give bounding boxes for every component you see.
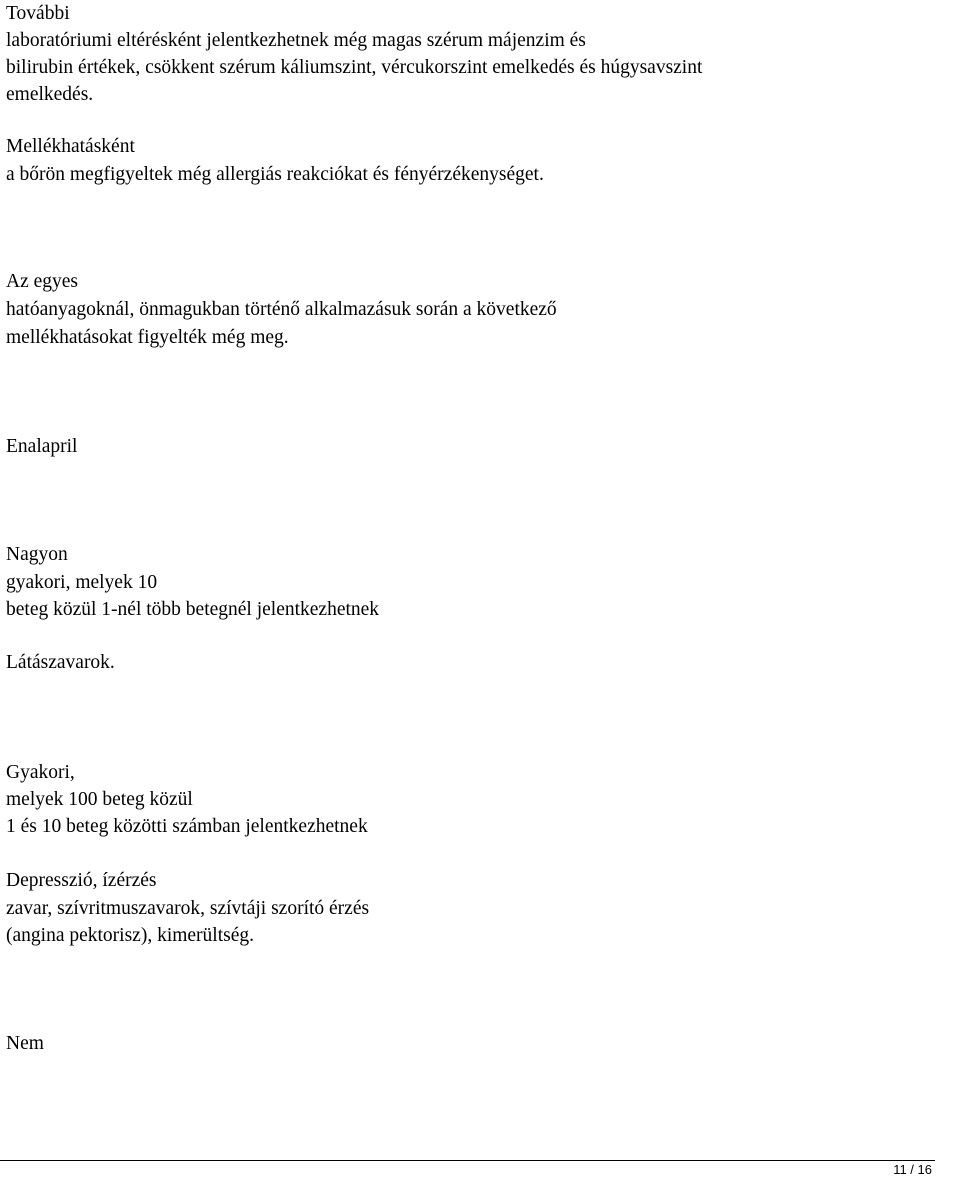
footer-divider (0, 1160, 935, 1161)
text-line: mellékhatásokat figyelték még meg. (6, 327, 289, 348)
section-heading: Enalapril (6, 436, 78, 457)
text-line: Nagyon (6, 544, 68, 565)
text-line: Nem (6, 1033, 44, 1054)
text-line: Látászavarok. (6, 652, 115, 673)
text-line: (angina pektorisz), kimerültség. (6, 925, 255, 946)
text-line: gyakori, melyek 10 (6, 572, 158, 593)
text-line: melyek 100 beteg közül (6, 789, 193, 810)
text-line: zavar, szívritmuszavarok, szívtáji szorító érzés (6, 898, 370, 919)
text-line: bilirubin értékek, csökkent szérum káliumszint, vércukorszint emelkedés és húgysavszint (6, 57, 703, 78)
text-line: További (6, 3, 70, 24)
page-number: 11 / 16 (893, 1162, 932, 1177)
text-line: laboratóriumi eltérésként jelentkezhetnek még magas szérum májenzim és (6, 30, 586, 51)
text-line: Mellékhatásként (6, 136, 135, 157)
text-line: emelkedés. (6, 84, 94, 105)
text-line: a bőrön megfigyeltek még allergiás reakciókat és fényérzékenységet. (6, 164, 544, 185)
text-line: Az egyes (6, 271, 79, 292)
text-line: Gyakori, (6, 762, 75, 783)
text-line: Depresszió, ízérzés (6, 870, 157, 891)
text-line: 1 és 10 beteg közötti számban jelentkezhetnek (6, 816, 368, 837)
text-line: beteg közül 1-nél több betegnél jelentkezhetnek (6, 599, 380, 620)
text-line: hatóanyagoknál, önmagukban történő alkalmazásuk során a következő (6, 299, 557, 320)
